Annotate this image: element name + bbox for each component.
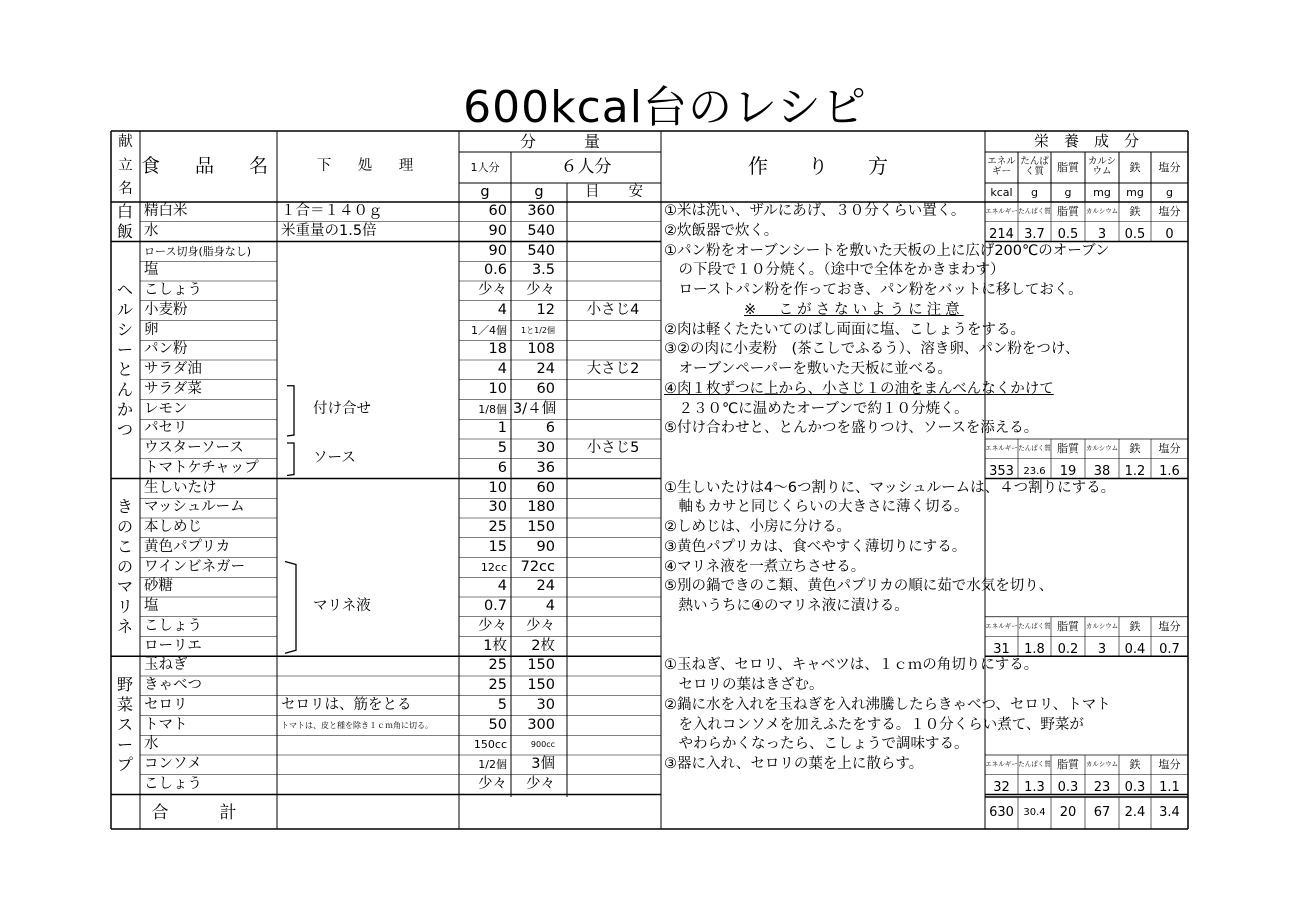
nutrition-mini-label: たんぱく質 <box>1018 760 1051 768</box>
amount-six: 6 <box>545 420 555 437</box>
amount-one: 50 <box>488 716 507 733</box>
amount-six: 150 <box>527 657 555 674</box>
total-nutrition-value: 3.4 <box>1159 805 1180 820</box>
amount-one: 30 <box>488 499 507 516</box>
amount-six: 3個 <box>531 756 555 772</box>
amount-six: 3.5 <box>531 262 555 279</box>
nutrition-col-header: たんぱ く質 <box>1020 156 1049 177</box>
food-name: マッシュルーム <box>144 499 245 516</box>
amount-six: 72cc <box>520 558 555 575</box>
nutrition-value: 3.7 <box>1024 226 1045 242</box>
nutrition-unit: mg <box>1126 186 1144 199</box>
amount-one: 60 <box>488 203 507 219</box>
food-name: こしょう <box>144 775 202 792</box>
amount-six: 360 <box>527 203 555 219</box>
amount-six: 2枚 <box>531 637 555 654</box>
nutrition-value: 3 <box>1097 226 1107 242</box>
food-name: トマト <box>144 716 188 733</box>
food-name: コンソメ <box>144 756 202 772</box>
method-step: ③②の肉に小麦粉 (茶こしでふるう）、溶き卵、パン粉をつけ、 <box>664 341 1080 358</box>
amount-six: 90 <box>536 538 555 555</box>
nutrition-mini-label: エネルギー <box>985 760 1018 768</box>
amount-one: 5 <box>497 440 507 456</box>
amount-one: 150cc <box>473 738 507 752</box>
one-person-header: 1人分 <box>470 161 500 174</box>
nutrition-mini-label: たんぱく質 <box>1018 207 1051 215</box>
amount-one: 1／4個 <box>471 323 507 337</box>
total-nutrition-value: 2.4 <box>1124 805 1146 820</box>
nutrition-col-header: 塩分 <box>1158 161 1181 174</box>
amount-six: 150 <box>527 519 555 535</box>
nutrition-value: 23.6 <box>1023 465 1046 477</box>
food-name: ロース切身(脂身なし) <box>144 244 252 258</box>
food-name: パン粉 <box>144 341 188 358</box>
prep-note: 米重量の1.5倍 <box>281 222 377 239</box>
method-step: 熱いうちに④のマリネ液に漬ける。 <box>664 598 909 614</box>
method-step: ２３０℃に温めたオーブンで約１０分焼く。 <box>664 400 969 417</box>
amount-six: 36 <box>536 459 555 476</box>
marinade-label: マリネ液 <box>313 598 371 614</box>
total-label: 合 計 <box>151 803 237 823</box>
amount-six: 180 <box>527 499 555 516</box>
nutrition-mini-label: 鉄 <box>1129 619 1141 633</box>
method-step: ⑤別の鍋できのこ類、黄色パプリカの順に茹で水気を切り、 <box>664 578 1054 595</box>
nutrition-mini-label: たんぱく質 <box>1018 444 1051 452</box>
nutrition-value: 0 <box>1165 226 1174 242</box>
garnish-bracket <box>287 386 294 436</box>
method-step: ローストパン粉を作っておき、パン粉をバットに移しておく。 <box>664 282 1083 298</box>
amount-one: 少々 <box>478 282 507 298</box>
food-name: 卵 <box>144 321 159 338</box>
food-name: 本しめじ <box>144 519 202 535</box>
nutrition-mini-label: エネルギー <box>985 207 1018 215</box>
total-nutrition-value: 630 <box>989 805 1014 820</box>
amount-one: 15 <box>488 538 507 555</box>
sauce-bracket <box>287 443 294 476</box>
nutrition-mini-label: 塩分 <box>1158 619 1181 633</box>
amount-six: 少々 <box>526 617 555 634</box>
food-name: 小麦粉 <box>144 301 188 318</box>
meyasu: 小さじ5 <box>586 440 640 456</box>
nutrition-value: 3 <box>1097 641 1107 657</box>
prep-note: トマトは、皮と種を除き１ｃｍ角に切る。 <box>281 720 433 730</box>
amount-one: 0.7 <box>483 598 507 614</box>
amount-one: 90 <box>488 242 507 259</box>
nutrition-mini-label: 鉄 <box>1129 758 1141 771</box>
nutrition-value: 19 <box>1059 463 1077 479</box>
total-nutrition-value: 30.4 <box>1023 807 1046 818</box>
nutrition-mini-label: エネルギー <box>985 621 1018 630</box>
nutrition-value: 23 <box>1093 779 1111 795</box>
amount-six: 3/４個 <box>513 400 557 417</box>
nutrition-unit: mg <box>1093 186 1111 199</box>
amount-six: 少々 <box>526 775 555 792</box>
amount-six: 60 <box>536 479 555 496</box>
kondate-header-char: 名 <box>118 181 133 197</box>
amount-six: 30 <box>536 696 555 713</box>
method-step: を入れコンソメを加えふたをする。１０分くらい煮て、野菜が <box>664 716 1084 733</box>
nutrition-value: 1.2 <box>1124 463 1146 479</box>
amount-six: 540 <box>527 242 555 259</box>
amount-six: 60 <box>536 380 555 397</box>
amount-one: 1/8個 <box>478 402 507 416</box>
amount-one: 10 <box>488 380 507 397</box>
nutrition-mini-label: 脂質 <box>1057 205 1079 218</box>
nutrition-value: 0.3 <box>1057 779 1079 795</box>
meyasu-header: 目 安 <box>585 184 643 200</box>
amount-six: 108 <box>527 341 555 358</box>
food-name: 玉ねぎ <box>144 657 188 674</box>
nutrition-header: 栄 養 成 分 <box>1033 132 1139 150</box>
amount-six: 24 <box>536 578 555 595</box>
method-step: ②肉は軽くたたいてのばし両面に塩、こしょうをする。 <box>664 321 1025 338</box>
sauce-label: ソース <box>313 449 356 466</box>
nutrition-mini-label: 脂質 <box>1057 442 1079 455</box>
amount-six: 1と1/2個 <box>521 325 555 335</box>
nutrition-mini-label: カルシウム <box>1085 621 1119 630</box>
nutrition-col-header: エネル ギー <box>987 156 1016 177</box>
section-name: 白飯 <box>116 201 133 241</box>
nutrition-col-header: 鉄 <box>1129 161 1141 174</box>
food-name: 精白米 <box>144 203 188 219</box>
method-step: ②鍋に水を入れを玉ねぎを入れ沸騰したらきゃべつ、セロリ、トマト <box>664 696 1111 713</box>
amount-one: 12cc <box>480 560 507 574</box>
food-name: レモン <box>144 400 188 417</box>
method-step: ①米は洗い、ザルにあげ、３０分くらい置く。 <box>664 203 966 219</box>
section-name: 野菜スープ <box>116 675 133 775</box>
amount-six: 150 <box>527 677 555 693</box>
amount-header: 分 量 <box>519 132 600 151</box>
food-name: きゃべつ <box>144 677 202 693</box>
nutrition-mini-label: カルシウム <box>1085 207 1119 215</box>
amount-one: 4 <box>497 361 507 377</box>
amount-one: 4 <box>497 578 507 595</box>
meyasu: 小さじ4 <box>586 301 640 318</box>
nutrition-value: 0.4 <box>1124 641 1146 657</box>
amount-one: 少々 <box>478 617 507 634</box>
method-step: ※ こがさないように注意 <box>744 301 964 318</box>
nutrition-mini-label: カルシウム <box>1085 760 1119 768</box>
nutrition-mini-label: たんぱく質 <box>1018 621 1051 630</box>
method-step: ②炊飯器で炊く。 <box>664 222 779 239</box>
method-step: ④肉１枚ずつに上から、小さじ１の油をまんべんなくかけて <box>664 380 1054 397</box>
amount-six: 12 <box>536 301 555 318</box>
nutrition-mini-label: 塩分 <box>1158 758 1181 771</box>
nutrition-value: 38 <box>1093 463 1111 479</box>
nutrition-unit: g <box>1166 186 1173 199</box>
section-name: ヘルシーとんかつ <box>116 280 133 439</box>
nutrition-mini-label: カルシウム <box>1085 444 1119 452</box>
method-step: ③器に入れ、セロリの葉を上に散らす。 <box>664 756 924 772</box>
method-step: 軸もカサと同じくらいの大きさに薄く切る。 <box>664 499 969 516</box>
nutrition-col-header: カルシ ウム <box>1087 156 1117 177</box>
prep-note: セロリは、筋をとる <box>281 696 412 713</box>
amount-one: 少々 <box>478 775 507 792</box>
food-name-header: 食 品 名 <box>140 155 276 177</box>
amount-six: 900cc <box>530 740 555 750</box>
nutrition-value: 0.3 <box>1124 779 1146 795</box>
nutrition-value: 214 <box>989 226 1014 242</box>
method-step: ①パン粉をオーブンシートを敷いた天板の上に広げ200℃のオーブン <box>664 242 1110 259</box>
unit-g-one: g <box>480 184 490 200</box>
nutrition-mini-label: エネルギー <box>985 444 1018 452</box>
nutrition-value: 0.5 <box>1124 226 1146 242</box>
nutrition-mini-label: 塩分 <box>1158 205 1181 218</box>
food-name: 水 <box>144 736 159 753</box>
food-name: セロリ <box>144 696 188 713</box>
amount-one: 18 <box>488 341 507 358</box>
amount-one: 90 <box>488 222 507 239</box>
marinade-bracket <box>285 562 296 654</box>
method-step: ⑤付け合わせと、とんかつを盛りつけ、ソースを添える。 <box>664 420 1039 437</box>
nutrition-value: 1.6 <box>1159 463 1180 479</box>
food-name: ワインビネガー <box>144 558 246 575</box>
food-name: 砂糖 <box>144 578 173 595</box>
food-name: こしょう <box>144 282 202 298</box>
total-nutrition-value: 67 <box>1093 805 1111 820</box>
nutrition-value: 0.7 <box>1159 641 1180 657</box>
nutrition-mini-label: 塩分 <box>1158 442 1181 455</box>
nutrition-mini-label: 鉄 <box>1129 442 1141 455</box>
method-step: ③黄色パプリカは、食べやすく薄切りにする。 <box>664 538 967 555</box>
food-name: ローリエ <box>144 637 202 654</box>
nutrition-value: 1.1 <box>1159 779 1180 795</box>
nutrition-unit: g <box>1064 186 1072 199</box>
prep-header: 下 処 理 <box>316 158 420 174</box>
amount-one: 25 <box>488 657 507 674</box>
section-name: きのこのマリネ <box>116 497 133 637</box>
food-name: 生しいたけ <box>144 479 217 496</box>
nutrition-mini-label: 鉄 <box>1129 205 1141 218</box>
food-name: サラダ油 <box>144 361 202 377</box>
prep-note: １合＝１４０ｇ <box>281 203 383 219</box>
method-step: ①玉ねぎ、セロリ、キャベツは、１ｃｍの角切りにする。 <box>664 657 1039 674</box>
nutrition-value: 31 <box>993 641 1010 657</box>
nutrition-value: 1.8 <box>1024 641 1045 657</box>
food-name: 塩 <box>144 598 159 614</box>
nutrition-value: 32 <box>993 779 1010 795</box>
food-name: こしょう <box>144 617 202 634</box>
amount-one: 25 <box>488 519 507 535</box>
garnish-label: 付け合せ <box>313 400 371 417</box>
amount-one: 10 <box>488 479 507 496</box>
nutrition-unit: kcal <box>990 186 1013 199</box>
amount-one: 1 <box>497 420 507 437</box>
six-person-header: ６人分 <box>560 157 612 177</box>
food-name: ウスターソース <box>144 440 244 456</box>
nutrition-mini-label: 脂質 <box>1057 619 1079 633</box>
amount-six: 30 <box>536 440 555 456</box>
nutrition-value: 353 <box>989 463 1014 479</box>
method-step: ①生しいたけは4～6つ割りに、マッシュルームは、４つ割りにする。 <box>664 479 1116 496</box>
unit-g-six: g <box>534 184 544 200</box>
amount-six: 少々 <box>526 282 555 298</box>
food-name: 黄色パプリカ <box>144 538 231 555</box>
amount-six: 4 <box>545 598 555 614</box>
amount-one: 0.6 <box>483 262 507 279</box>
nutrition-mini-label: 脂質 <box>1057 758 1079 771</box>
method-step: ④マリネ液を一煮立ちさせる。 <box>664 558 866 575</box>
nutrition-unit: g <box>1031 186 1038 199</box>
amount-six: 300 <box>527 716 555 733</box>
amount-six: 540 <box>527 222 555 239</box>
amount-one: 25 <box>488 677 507 693</box>
nutrition-col-header: 脂質 <box>1057 161 1079 174</box>
amount-one: 1枚 <box>483 637 507 654</box>
amount-six: 24 <box>536 361 555 377</box>
food-name: 水 <box>144 222 159 239</box>
method-header: 作 り 方 <box>748 154 898 178</box>
nutrition-value: 0.5 <box>1057 226 1079 242</box>
amount-one: 5 <box>497 696 507 713</box>
kondate-header-char: 立 <box>118 157 133 174</box>
method-step: ②しめじは、小房に分ける。 <box>664 519 851 535</box>
nutrition-value: 1.3 <box>1024 779 1045 795</box>
method-step: の下段で１０分焼く。（途中で全体をかきまわす） <box>664 262 1005 279</box>
method-step: やわらかくなったら、こしょうで調味する。 <box>664 736 969 753</box>
amount-one: 4 <box>497 301 507 318</box>
page-title: 600kcal台のレシピ <box>463 82 867 133</box>
kondate-header-char: 献 <box>118 134 133 150</box>
food-name: 塩 <box>144 262 159 279</box>
method-step: セロリの葉はきざむ。 <box>664 677 824 693</box>
food-name: サラダ菜 <box>144 380 202 397</box>
nutrition-value: 0.2 <box>1057 641 1079 657</box>
amount-one: 1/2個 <box>478 758 507 771</box>
method-step: オーブンペーパーを敷いた天板に並べる。 <box>664 361 952 377</box>
amount-one: 6 <box>497 459 507 476</box>
food-name: パセリ <box>144 420 188 437</box>
total-nutrition-value: 20 <box>1059 805 1077 820</box>
meyasu: 大さじ2 <box>586 361 640 377</box>
food-name: トマトケチャップ <box>144 459 259 476</box>
